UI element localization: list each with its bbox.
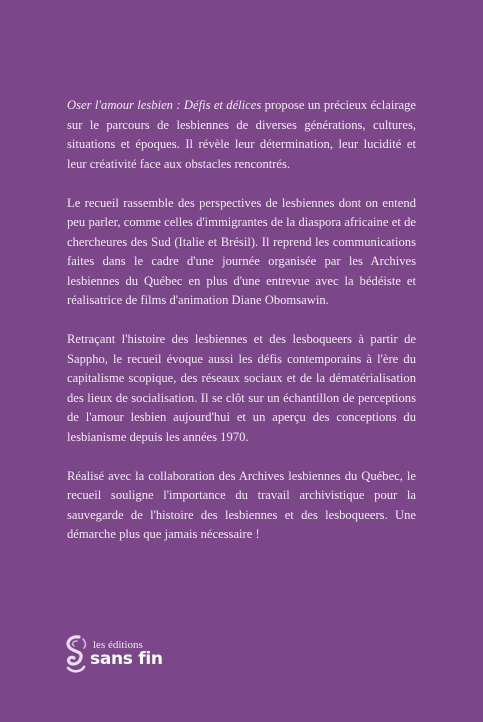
paragraph-intro-text: propose un précieux éclairage sur le parcours de lesbiennes de diverses générations, cultures, situations et époques. Il révèle leur détermination, leur lucidité et leur créativité face aux obstacles rencontrés. <box>67 98 416 171</box>
book-title: Oser l'amour lesbien : Défis et délices <box>67 98 262 112</box>
publisher-name-line2: sans fin <box>90 649 163 669</box>
paragraph-collaboration: Réalisé avec la collaboration des Archives lesbiennes du Québec, le recueil souligne l'importance du travail archivistique pour la sauvegarde de l'histoire des lesbiennes et des lesboqueers. Une démarche plus que jamais nécessaire ! <box>67 468 416 541</box>
swirl-logo-icon <box>63 633 89 675</box>
publisher-name-line1: les éditions <box>93 639 143 651</box>
blurb-text <box>67 96 416 564</box>
publisher-logo <box>63 633 183 677</box>
paragraph-history: Retraçant l'histoire des lesbiennes et des lesboqueers à partir de Sappho, le recueil évoque aussi les défis contemporains à l'ère du capitalisme scopique, des réseaux sociaux et de la dématérialisation des lieux de socialisation. Il se clôt sur un échantillon de perceptions de l'amour lesbien aujourd'hui et un aperçu des conceptions du lesbianisme depuis les années 1970. <box>67 332 416 444</box>
paragraph-intro <box>67 96 416 174</box>
paragraph-perspectives: Le recueil rassemble des perspectives de lesbiennes dont on entend peu parler, comme celles d'immigrantes de la diaspora africaine et de chercheures des Sud (Italie et Brésil). Il reprend les communications faites dans le cadre d'une journée organisée par les Archives lesbiennes du Québec en plus d'une entrevue avec la bédéiste et réalisatrice de films d'animation Diane Obomsawin. <box>67 195 416 307</box>
